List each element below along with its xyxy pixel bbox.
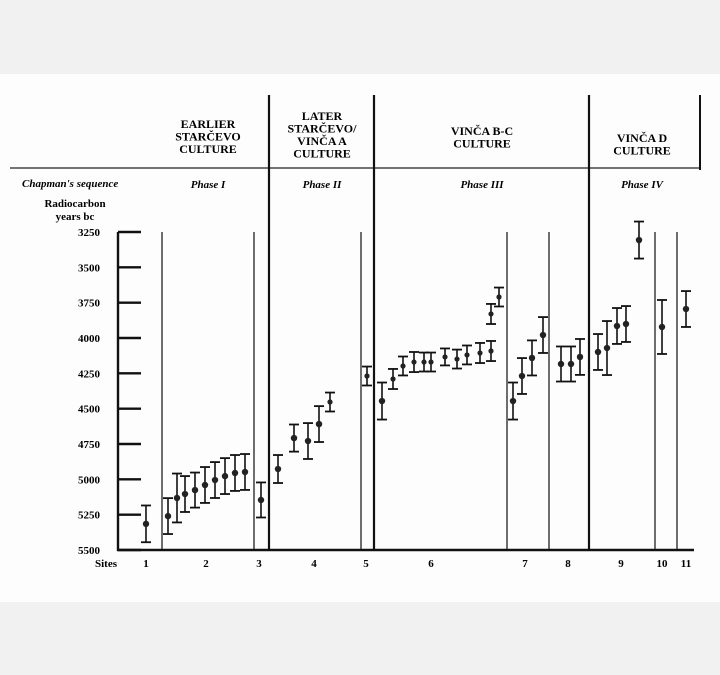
culture-header: LATER [301, 109, 343, 123]
phase-label: Phase I [190, 179, 226, 191]
y-axis-title: Radiocarbon [44, 198, 106, 210]
data-point [174, 495, 180, 501]
data-point [577, 354, 583, 360]
data-point [636, 237, 642, 243]
data-point [390, 376, 395, 381]
data-point [305, 438, 311, 444]
phase-label: Phase III [460, 179, 504, 191]
y-tick-label: 4250 [78, 368, 100, 381]
culture-header: VINČA B-C [450, 124, 514, 138]
data-point [558, 361, 564, 367]
culture-header: CULTURE [453, 136, 511, 151]
data-point [488, 348, 493, 353]
y-tick-label: 3500 [78, 262, 100, 275]
data-point [379, 398, 385, 404]
data-point [258, 497, 264, 503]
site-label: 4 [311, 558, 317, 570]
data-point [568, 361, 574, 367]
culture-header: CULTURE [293, 146, 351, 161]
y-tick-label: 4000 [78, 333, 100, 345]
data-point [202, 482, 208, 488]
culture-header: VINČA D [616, 131, 668, 145]
site-label: 5 [363, 558, 369, 570]
y-tick-label: 4500 [78, 403, 100, 416]
y-tick-label: 5500 [78, 545, 100, 557]
data-point [232, 470, 238, 476]
phase-label: Phase II [302, 179, 342, 191]
data-point [595, 349, 601, 355]
data-point [222, 473, 228, 479]
data-point [614, 323, 620, 329]
data-point [411, 359, 416, 364]
data-point [192, 487, 198, 493]
site-label: 3 [256, 558, 262, 570]
culture-header: CULTURE [179, 142, 237, 156]
data-point [529, 355, 535, 361]
data-point [143, 521, 149, 527]
culture-header: VINČA A [297, 134, 347, 148]
data-point [454, 356, 459, 361]
data-point [182, 491, 188, 497]
data-point [659, 324, 665, 330]
culture-header: EARLIER [180, 117, 236, 131]
data-point [604, 345, 610, 351]
y-tick-label: 3250 [78, 227, 100, 239]
data-point [291, 435, 297, 441]
data-point [428, 359, 433, 364]
site-label: 2 [203, 558, 209, 570]
data-point [327, 399, 332, 404]
data-point [400, 363, 405, 368]
site-label: 6 [428, 558, 434, 570]
data-point [165, 513, 171, 519]
data-point [316, 421, 322, 427]
data-point [421, 359, 426, 364]
culture-header: CULTURE [613, 143, 671, 158]
site-label: 11 [680, 558, 692, 570]
data-point [510, 398, 516, 404]
data-point [488, 311, 493, 316]
data-point [519, 373, 525, 379]
y-tick-label: 5000 [78, 474, 100, 487]
data-point [496, 294, 501, 299]
data-point [540, 332, 546, 338]
culture-header: STARČEVO/ [287, 121, 357, 136]
site-label: 7 [522, 558, 528, 570]
y-tick-label: 3750 [78, 297, 100, 310]
y-axis-title: years bc [55, 211, 95, 223]
data-point [477, 350, 482, 355]
site-label: 9 [618, 558, 624, 570]
x-axis-title: Sites [95, 558, 117, 570]
sequence-row-label: Chapman's sequence [22, 178, 119, 190]
data-point [212, 477, 218, 483]
culture-header: STARČEVO [175, 129, 241, 144]
data-point [242, 469, 248, 475]
data-point [275, 466, 281, 472]
site-label: 8 [565, 558, 571, 570]
y-tick-label: 4750 [78, 439, 100, 451]
site-label: 10 [656, 558, 668, 570]
data-point [364, 373, 369, 378]
site-label: 1 [143, 558, 149, 570]
data-point [683, 306, 689, 312]
data-point [623, 321, 629, 327]
phase-label: Phase IV [621, 179, 663, 191]
data-point [442, 354, 447, 359]
data-point [464, 352, 469, 357]
y-tick-label: 5250 [78, 509, 100, 522]
